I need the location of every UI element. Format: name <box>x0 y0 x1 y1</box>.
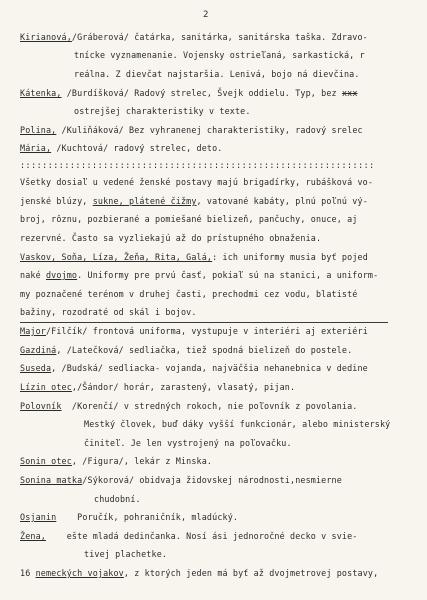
name-maria: Mária, <box>20 143 52 153</box>
underlined-names: Vaskov, Soňa, Líza, Žeňa, Rita, Galá, <box>20 252 213 262</box>
underlined-word: dvojmo <box>45 270 78 280</box>
desc-sonin-otec: , /Figura/, lekár z Minska. <box>71 456 213 466</box>
name-zena: Žena, <box>20 531 46 541</box>
text-line <box>20 196 368 206</box>
entry-nemecki-vojaci <box>20 568 378 578</box>
text-line: Mestký človek, buď dáky vyšší funkcionár, alebo ministerský <box>84 419 391 429</box>
text-line <box>20 270 378 280</box>
text-segment: : ich uniformy musia byť pojed <box>212 252 368 262</box>
name-polina: Polina, <box>20 125 57 135</box>
desc-zena: ešte mladá dedinčanka. Nosí ási jednoročné decko v svie- <box>45 531 358 541</box>
desc-lizin-otec: ,/Šándor/ horár, zarastený, vlasatý, pijan. <box>71 382 296 392</box>
text-line: my poznačené terénom v druhej časti, prechodmi cez vodu, blatisté <box>20 289 358 299</box>
text-segment: , z ktorých jeden má byť až dvojmetrovej postavy, <box>123 568 379 578</box>
separator-colons: :::::::::::::::::::::::::::::::::::::::::::::::::::::::::::::::: <box>20 160 375 170</box>
text-line: rezervné. Často sa vyzliekajú až do prístupného obnaženia. <box>20 233 322 243</box>
desc-maria: /Kuchtová/ radový strelec, deto. <box>51 143 223 153</box>
name-polovnik: Polovník <box>20 401 62 411</box>
name-sonin-otec: Sonin otec <box>20 456 72 466</box>
entry-maria <box>20 143 223 153</box>
entry-sonina-matka <box>20 475 342 485</box>
horizontal-rule <box>20 322 388 323</box>
entry-osjanin <box>20 512 238 522</box>
entry-kirianova <box>20 32 368 42</box>
entry-polovnik <box>20 401 358 411</box>
struck-text: xxx <box>341 88 358 98</box>
name-kirianova: Kirianová, <box>20 32 72 42</box>
text-line <box>20 252 368 262</box>
desc-osjanin: Poručík, pohraničník, mladúcký. <box>56 512 239 522</box>
name-suseda: Suseda <box>20 363 52 373</box>
desc-major: /Filčík/ frontová uniforma, vystupuje v interiéri aj exteriéri <box>45 326 368 336</box>
desc-katenka: /Burdíšková/ Radový strelec, Švejk oddielu. Typ, bez <box>61 88 337 98</box>
underlined-phrase: sukne, plátené čižmy <box>92 196 197 206</box>
underlined-phrase: nemeckých vojakov <box>35 568 124 578</box>
desc-polovnik: /Korenčí/ v stredných rokoch, nie poľovník z povolania. <box>61 401 358 411</box>
entry-katenka <box>20 88 358 98</box>
desc-gazdina: , /Latečková/ sedliačka, tiež spodná bielizeň do postele. <box>56 345 353 355</box>
entry-suseda <box>20 363 368 373</box>
text-line: Všetky dosiaľ u vedené ženské postavy majú brigadírky, rubášková vo- <box>20 177 374 187</box>
text-line: činiteľ. Je len vystrojený na poľovačku. <box>84 438 292 448</box>
name-osjanin: Osjanin <box>20 512 57 522</box>
entry-polina <box>20 125 363 135</box>
desc-sonina-matka: /Sýkorová/ obidvaja židovskej národnosti,nesmierne <box>82 475 342 485</box>
entry-gazdina <box>20 345 352 355</box>
name-major: Major <box>20 326 46 336</box>
text-segment: . Uniformy pre prvú časť, pokiaľ sú na stanici, a uniform- <box>77 270 379 280</box>
text-line: reálna. Z dievčat najstaršia. Lenivá, bojo ná dievčina. <box>74 69 360 79</box>
text-line: broj, rôznu, pozbierané a pomiešané bielizeň, pančuchy, onuce, aj <box>20 214 358 224</box>
text-segment: 16 <box>20 568 36 578</box>
text-segment: jenské blúzy, <box>20 196 93 206</box>
name-katenka: Kátenka, <box>20 88 62 98</box>
text-line: tivej plachetke. <box>84 549 168 559</box>
entry-major <box>20 326 368 336</box>
text-line: ostrejšej charakteristiky v texte. <box>74 106 251 116</box>
text-line: bažiny, rozodraté od skál i bojov. <box>20 307 197 317</box>
desc-polina: /Kuliňáková/ Bez vyhranenej charakteristiky, radový srelec <box>56 125 363 135</box>
entry-zena <box>20 531 358 541</box>
text-line: tnícke vyznamenanie. Vojensky ostrieľaná, sarkastická, r <box>74 50 365 60</box>
page-number: 2 <box>203 10 209 20</box>
entry-sonin-otec <box>20 456 212 466</box>
desc-suseda: , /Budská/ sedliacka- vojanda, najväčšia nehanebnica v dedine <box>51 363 368 373</box>
desc-kirianova: /Gráberová/ čatárka, sanitárka, sanitárska taška. Zdravo- <box>71 32 368 42</box>
text-segment: , vatované kabáty, plnú poľnú vý- <box>196 196 368 206</box>
name-sonina-matka: Sonina matka <box>20 475 83 485</box>
text-segment: naké <box>20 270 46 280</box>
entry-lizin-otec <box>20 382 295 392</box>
name-lizin-otec: Lízin otec <box>20 382 72 392</box>
text-line: chudobní. <box>94 494 141 504</box>
name-gazdina: Gazdiná <box>20 345 57 355</box>
